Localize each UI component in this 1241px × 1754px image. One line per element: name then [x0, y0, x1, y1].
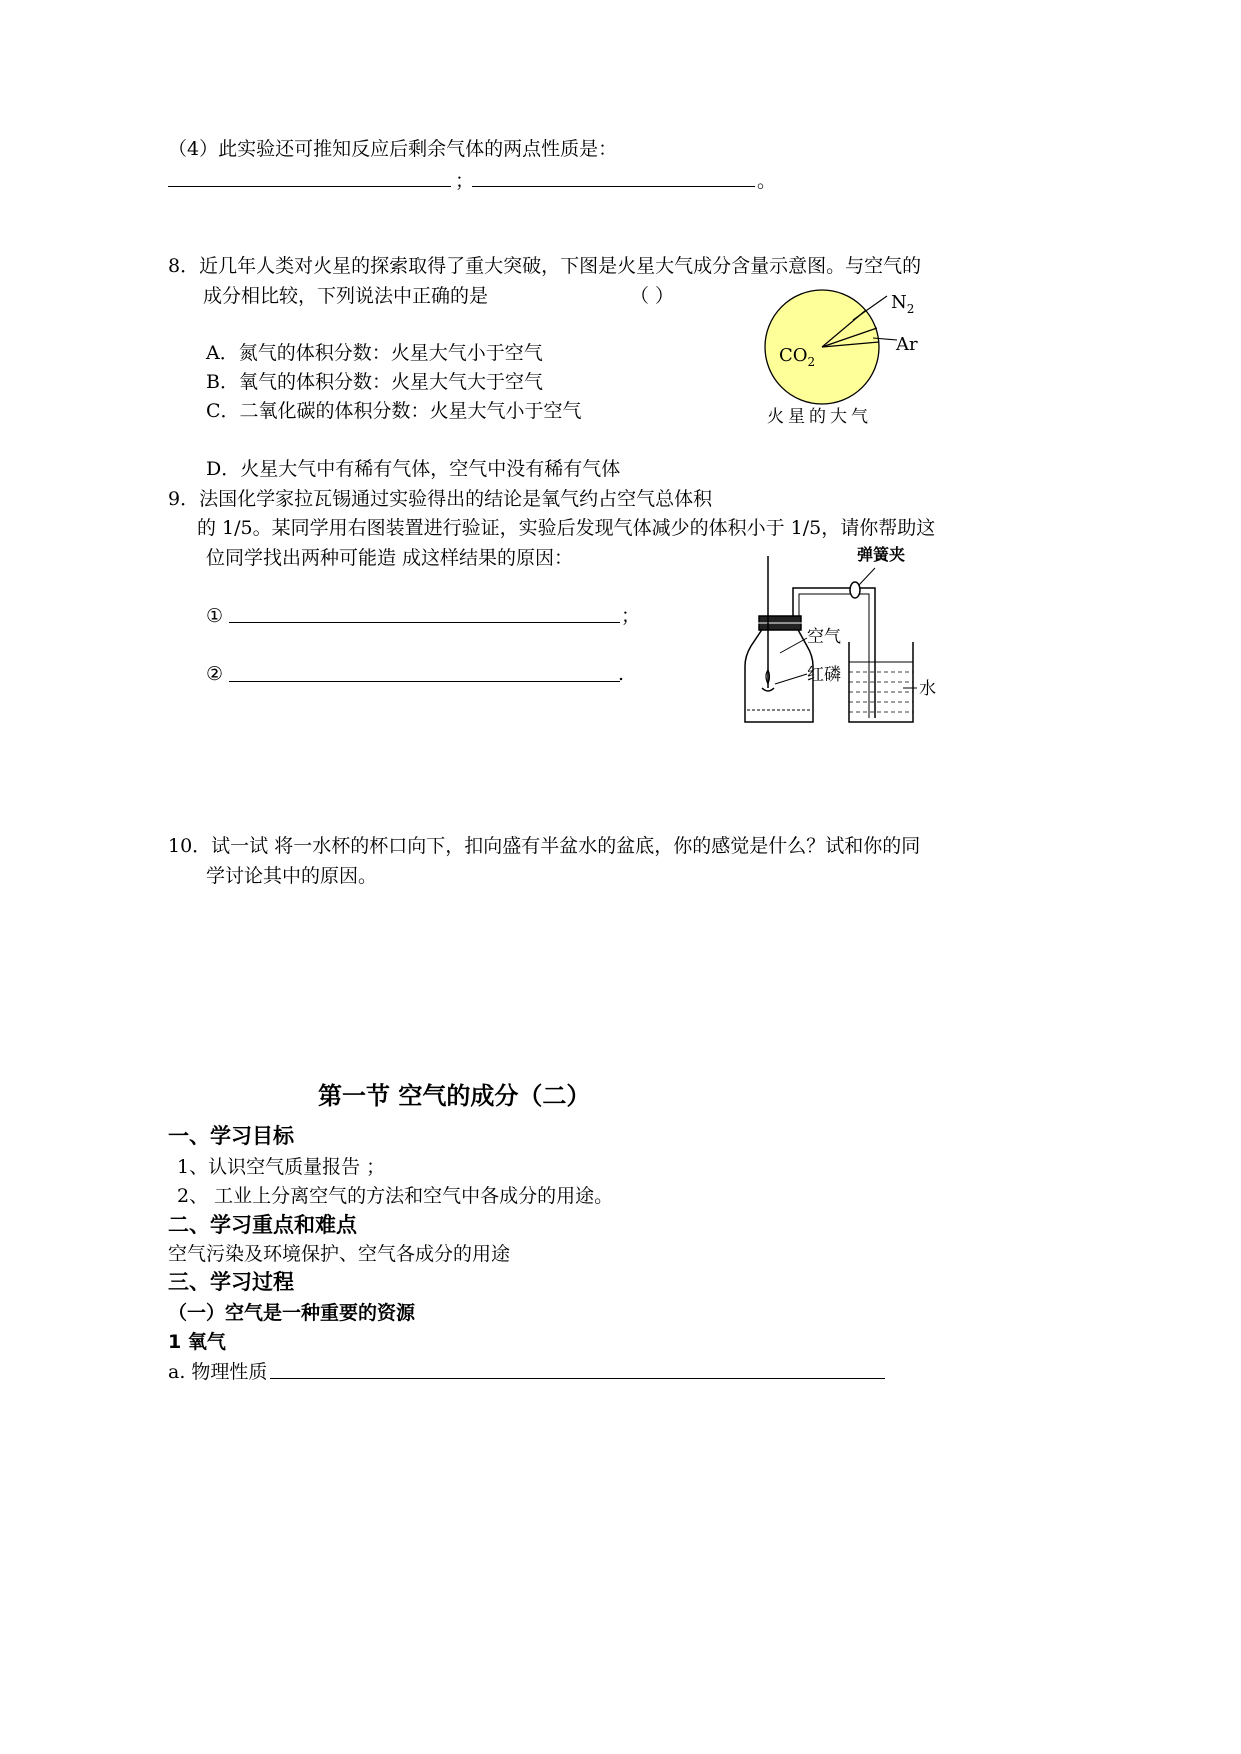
- co2-label: $CO_2$: [779, 345, 816, 369]
- goal-1: 1、认识空气质量报告 ；: [177, 1156, 386, 1178]
- reason-2-blank[interactable]: [229, 681, 620, 682]
- q9-stem-line3: 位同学找出两种可能造 成这样结果的原因：: [206, 547, 574, 569]
- q8-stem-line1: 8．近几年人类对火星的探索取得了重大突破，下图是火星大气成分含量示意图。与空气的: [168, 255, 922, 277]
- heading-key-points: 二、学习重点和难点: [168, 1213, 357, 1237]
- q8-option-b: B．氧气的体积分数：火星大气大于空气: [206, 371, 543, 393]
- n2-label: $N_2$: [891, 292, 915, 316]
- q10-stem-line1: 10．试一试 将一水杯的杯口向下，扣向盛有半盆水的盆底，你的感觉是什么？试和你的同: [168, 835, 921, 857]
- answer-paren[interactable]: （ ）: [630, 285, 675, 307]
- water-label: 水: [919, 679, 936, 699]
- mars-atmosphere-figure: [755, 282, 925, 437]
- answer-blank-1[interactable]: [168, 186, 451, 187]
- goal-2: 2、 工业上分离空气的方法和空气中各成分的用途。: [177, 1185, 614, 1207]
- phosphorus-label: 红磷: [807, 665, 841, 685]
- connecting-tube-inner: [799, 594, 869, 718]
- q9-stem-line2: 的 1/5。某同学用右图装置进行验证，实验后发现气体减少的体积小于 1/5，请你帮助这: [197, 517, 936, 539]
- reason-1-label: ①: [206, 605, 224, 627]
- q7-item4-text: （4）此实验还可推知反应后剩余气体的两点性质是：: [168, 138, 618, 160]
- spring-clamp-icon: [850, 582, 860, 598]
- air-label: 空气: [807, 627, 841, 647]
- subheading-oxygen: 1 氧气: [168, 1331, 226, 1353]
- connecting-tube: [793, 588, 875, 718]
- heading-learning-process: 三、学习过程: [168, 1270, 294, 1294]
- q9-stem-line1: 9．法国化学家拉瓦锡通过实验得出的结论是氧气约占空气总体积: [168, 488, 713, 510]
- q8-option-c: C．二氧化碳的体积分数：火星大气小于空气: [206, 400, 582, 422]
- subheading-resource: （一）空气是一种重要的资源: [168, 1302, 416, 1324]
- phosphorus-leader: [775, 674, 807, 684]
- q10-stem-line2: 学讨论其中的原因。: [206, 865, 378, 887]
- key-points-text: 空气污染及环境保护、空气各成分的用途: [168, 1243, 511, 1265]
- semicolon: ；: [455, 170, 475, 192]
- lavoisier-apparatus-figure: [735, 538, 950, 733]
- clamp-leader: [859, 568, 875, 585]
- reason-2-end: .: [618, 663, 625, 685]
- reason-1-end: ；: [621, 605, 641, 627]
- clamp-label: 弹簧夹: [857, 545, 906, 564]
- figure-caption: 火星的大气: [767, 407, 872, 427]
- air-leader: [780, 638, 807, 653]
- reason-1-blank[interactable]: [229, 622, 620, 623]
- combustion-spoon: [762, 688, 774, 691]
- q8-option-d: D．火星大气中有稀有气体，空气中没有稀有气体: [206, 458, 621, 480]
- physical-properties-label: a. 物理性质: [168, 1361, 268, 1383]
- period: 。: [757, 170, 777, 192]
- ar-label: Ar: [896, 334, 918, 355]
- reason-2-label: ②: [206, 663, 224, 685]
- q8-option-a: A．氮气的体积分数：火星大气小于空气: [206, 342, 543, 364]
- q8-stem-line2: 成分相比较，下列说法中正确的是: [203, 285, 489, 307]
- section-title: 第一节 空气的成分（二）: [318, 1082, 591, 1110]
- heading-learning-goals: 一、学习目标: [168, 1124, 294, 1148]
- physical-properties-blank[interactable]: [270, 1378, 885, 1379]
- answer-blank-2[interactable]: [472, 186, 755, 187]
